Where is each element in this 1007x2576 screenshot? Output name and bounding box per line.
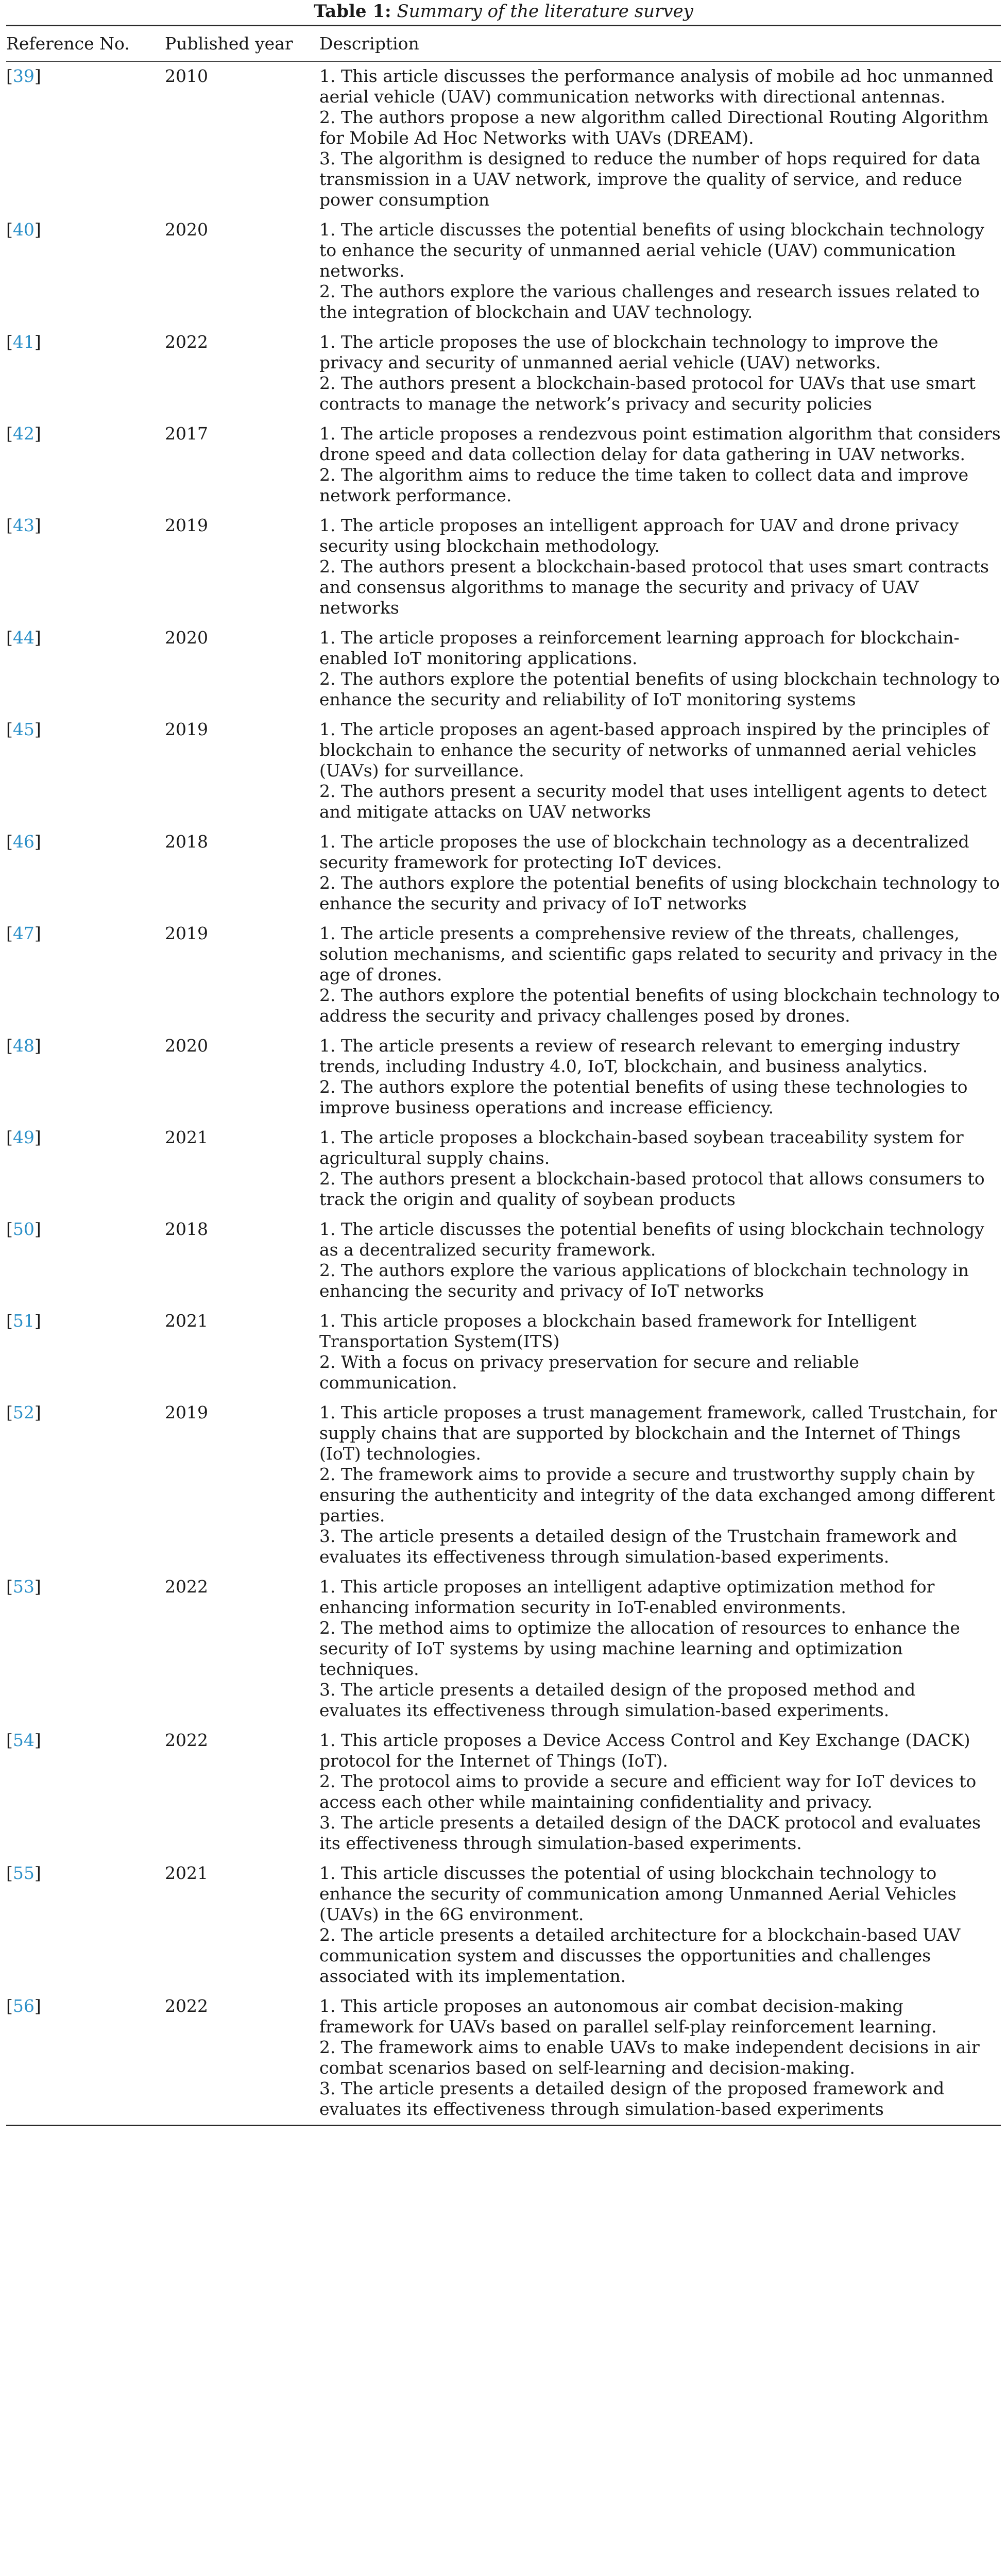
description-point: 2. The authors explore the various applications of blockchain technology in enhancing the security and privacy of IoT networks [319, 1260, 969, 1301]
description-cell [319, 511, 1001, 623]
description-point: 2. The authors explore the various challenges and research issues related to the integration of blockchain and UAV technology. [319, 281, 980, 322]
reference-link[interactable]: 56 [12, 1996, 35, 2016]
published-year-cell: 2019 [165, 923, 208, 943]
description-cell [319, 1992, 1001, 2125]
table-row [6, 1123, 1001, 1215]
description-point: 1. The article proposes a blockchain-based soybean traceability system for agricultural supply chains. [319, 1127, 964, 1168]
table-body [6, 62, 1001, 2125]
published-year-cell: 2020 [165, 1036, 208, 1056]
published-year-cell: 2018 [165, 1219, 208, 1239]
published-year-cell: 2019 [165, 515, 208, 535]
description-point: 2. The authors explore the potential benefits of using blockchain technology to address the security and privacy challenges posed by drones. [319, 985, 1000, 1026]
reference-link[interactable]: 40 [12, 219, 35, 240]
reference-cell: [45] [6, 719, 41, 739]
table-caption-label: Table 1: [314, 1, 391, 22]
description-cell [319, 1123, 1001, 1215]
description-cell [319, 419, 1001, 511]
description-point: 2. The authors explore the potential benefits of using blockchain technology to enhance the security and privacy of IoT networks [319, 873, 1000, 913]
published-year-cell: 2019 [165, 719, 208, 739]
published-year-cell: 2010 [165, 66, 208, 86]
description-cell [319, 827, 1001, 919]
description-point: 3. The article presents a detailed design of the proposed framework and evaluates its effectiveness through simulation-based experiments [319, 2078, 945, 2119]
description-point: 2. The article presents a detailed architecture for a blockchain-based UAV communication system and discusses the opportunities and challenges associated with its implementation. [319, 1925, 961, 1986]
table-bottom-rule [6, 2125, 1001, 2126]
description-cell [319, 1726, 1001, 1859]
reference-cell: [56] [6, 1996, 41, 2016]
description-point: 1. This article proposes a blockchain based framework for Intelligent Transportation System(ITS) [319, 1311, 917, 1351]
published-year-cell: 2022 [165, 1996, 208, 2016]
description-point: 2. The authors present a blockchain-based protocol that uses smart contracts and consensus algorithms to manage the security and privacy of UAV networks [319, 556, 989, 618]
table-row [6, 1572, 1001, 1726]
reference-cell: [48] [6, 1036, 41, 1056]
table-row [6, 1726, 1001, 1859]
description-point: 1. The article proposes an intelligent approach for UAV and drone privacy security using blockchain methodology. [319, 515, 959, 556]
description-cell [319, 328, 1001, 419]
description-point: 2. The authors present a blockchain-based protocol for UAVs that use smart contracts to manage the network’s privacy and security policies [319, 373, 976, 414]
published-year-cell: 2017 [165, 423, 208, 444]
description-point: 2. The method aims to optimize the allocation of resources to enhance the security of IoT systems by using machine learning and optimization techniques. [319, 1618, 960, 1679]
table-row [6, 1859, 1001, 1992]
description-cell [319, 62, 1001, 215]
description-cell [319, 1398, 1001, 1572]
reference-link[interactable]: 47 [12, 923, 35, 943]
description-cell [319, 1031, 1001, 1123]
reference-link[interactable]: 45 [12, 719, 35, 739]
description-point: 1. The article proposes a rendezvous point estimation algorithm that considers drone speed and data collection delay for data gathering in UAV networks. [319, 423, 1001, 464]
published-year-cell: 2021 [165, 1863, 208, 1883]
table-row [6, 1031, 1001, 1123]
table-caption-title: Summary of the literature survey [397, 1, 693, 22]
description-cell [319, 919, 1001, 1031]
published-year-cell: 2020 [165, 628, 208, 648]
description-point: 1. This article discusses the potential of using blockchain technology to enhance the security of communication among Unmanned Aerial Vehicles (UAVs) in the 6G environment. [319, 1863, 957, 1924]
reference-link[interactable]: 52 [12, 1402, 35, 1422]
published-year-cell: 2022 [165, 332, 208, 352]
reference-link[interactable]: 41 [12, 332, 35, 352]
reference-link[interactable]: 43 [12, 515, 35, 535]
published-year-cell: 2020 [165, 219, 208, 240]
reference-link[interactable]: 44 [12, 628, 35, 648]
reference-cell: [53] [6, 1577, 41, 1597]
reference-link[interactable]: 50 [12, 1219, 35, 1239]
description-point: 2. The authors present a blockchain-based protocol that allows consumers to track the origin and quality of soybean products [319, 1168, 985, 1209]
published-year-cell: 2019 [165, 1402, 208, 1422]
table-row [6, 511, 1001, 623]
reference-cell: [46] [6, 832, 41, 852]
description-point: 2. The authors present a security model that uses intelligent agents to detect and mitigate attacks on UAV networks [319, 781, 987, 822]
description-point: 1. The article discusses the potential benefits of using blockchain technology to enhance the security of unmanned aerial vehicle (UAV) communication networks. [319, 219, 984, 281]
reference-cell: [40] [6, 219, 41, 240]
published-year-cell: 2022 [165, 1577, 208, 1597]
table-row [6, 623, 1001, 715]
description-point: 1. This article proposes a trust management framework, called Trustchain, for supply chains that are supported by blockchain and the Internet of Things (IoT) technologies. [319, 1402, 997, 1464]
published-year-cell: 2021 [165, 1127, 208, 1147]
description-point: 1. The article proposes a reinforcement learning approach for blockchain-enabled IoT monitoring applications. [319, 628, 960, 668]
reference-cell: [44] [6, 628, 41, 648]
description-point: 1. This article proposes a Device Access Control and Key Exchange (DACK) protocol for the Internet of Things (IoT). [319, 1730, 970, 1771]
description-point: 1. The article presents a review of research relevant to emerging industry trends, including Industry 4.0, IoT, blockchain, and business analytics. [319, 1036, 960, 1076]
description-point: 1. This article proposes an autonomous air combat decision-making framework for UAVs based on parallel self-play reinforcement learning. [319, 1996, 937, 2037]
literature-survey-table [6, 26, 1001, 2125]
description-point: 3. The article presents a detailed design of the DACK protocol and evaluates its effectiveness through simulation-based experiments. [319, 1812, 981, 1853]
reference-link[interactable]: 51 [12, 1311, 35, 1331]
description-point: 3. The algorithm is designed to reduce the number of hops required for data transmission in a UAV network, improve the quality of service, and reduce power consumption [319, 148, 981, 210]
table-caption [6, 0, 1001, 24]
description-point: 2. The framework aims to enable UAVs to make independent decisions in air combat scenarios based on self-learning and decision-making. [319, 2037, 980, 2078]
description-point: 2. With a focus on privacy preservation for secure and reliable communication. [319, 1352, 859, 1393]
description-point: 1. The article discusses the potential benefits of using blockchain technology as a decentralized security framework. [319, 1219, 984, 1260]
description-point: 2. The authors explore the potential benefits of using blockchain technology to enhance the security and reliability of IoT monitoring systems [319, 669, 1000, 709]
description-point: 1. This article discusses the performance analysis of mobile ad hoc unmanned aerial vehicle (UAV) communication networks with directional antennas. [319, 66, 994, 107]
description-point: 1. The article presents a comprehensive review of the threats, challenges, solution mechanisms, and scientific gaps related to security and privacy in the age of drones. [319, 923, 998, 985]
description-point: 2. The protocol aims to provide a secure and efficient way for IoT devices to access each other while maintaining confidentiality and privacy. [319, 1771, 977, 1812]
table-row [6, 1398, 1001, 1572]
table-row [6, 419, 1001, 511]
reference-cell: [41] [6, 332, 41, 352]
table-row [6, 328, 1001, 419]
description-cell [319, 1572, 1001, 1726]
reference-cell: [55] [6, 1863, 41, 1883]
reference-cell: [47] [6, 923, 41, 943]
description-point: 2. The framework aims to provide a secure and trustworthy supply chain by ensuring the authenticity and integrity of the data exchanged among different parties. [319, 1464, 995, 1526]
description-point: 1. The article proposes the use of blockchain technology as a decentralized security framework for protecting IoT devices. [319, 832, 969, 872]
reference-cell: [51] [6, 1311, 41, 1331]
description-point: 3. The article presents a detailed design of the Trustchain framework and evaluates its effectiveness through simulation-based experiments. [319, 1526, 958, 1567]
reference-cell: [52] [6, 1402, 41, 1422]
description-cell [319, 215, 1001, 328]
column-header-description: Description [319, 33, 419, 54]
reference-cell: [43] [6, 515, 41, 535]
reference-cell: [42] [6, 423, 41, 444]
description-cell [319, 1859, 1001, 1992]
published-year-cell: 2018 [165, 832, 208, 852]
table-row [6, 215, 1001, 328]
reference-link[interactable]: 46 [12, 832, 35, 852]
column-header-reference: Reference No. [6, 33, 130, 54]
published-year-cell: 2021 [165, 1311, 208, 1331]
table-row [6, 1307, 1001, 1398]
description-cell [319, 1307, 1001, 1398]
table-row [6, 1992, 1001, 2125]
description-point: 1. The article proposes an agent-based approach inspired by the principles of blockchain to enhance the security of networks of unmanned aerial vehicles (UAVs) for surveillance. [319, 719, 989, 781]
description-cell [319, 715, 1001, 827]
reference-cell: [50] [6, 1219, 41, 1239]
reference-link[interactable]: 55 [12, 1863, 35, 1883]
description-point: 2. The algorithm aims to reduce the time taken to collect data and improve network performance. [319, 465, 969, 505]
description-point: 1. The article proposes the use of blockchain technology to improve the privacy and security of unmanned aerial vehicle (UAV) networks. [319, 332, 938, 372]
published-year-cell: 2022 [165, 1730, 208, 1750]
reference-link[interactable]: 49 [12, 1127, 35, 1147]
description-point: 1. This article proposes an intelligent adaptive optimization method for enhancing information security in IoT-enabled environments. [319, 1577, 935, 1617]
table-row [6, 1215, 1001, 1307]
column-header-year: Published year [165, 33, 293, 54]
description-cell [319, 623, 1001, 715]
reference-link[interactable]: 54 [12, 1730, 35, 1750]
reference-link[interactable]: 53 [12, 1577, 35, 1597]
description-point: 3. The article presents a detailed design of the proposed method and evaluates its effectiveness through simulation-based experiments. [319, 1680, 916, 1720]
description-point: 2. The authors explore the potential benefits of using these technologies to improve business operations and increase efficiency. [319, 1077, 968, 1117]
table-row [6, 827, 1001, 919]
reference-link[interactable]: 48 [12, 1036, 35, 1056]
reference-cell: [39] [6, 66, 41, 86]
table-row [6, 62, 1001, 215]
description-cell [319, 1215, 1001, 1307]
table-header-row [6, 26, 1001, 61]
reference-link[interactable]: 42 [12, 423, 35, 444]
table-row [6, 919, 1001, 1031]
reference-cell: [49] [6, 1127, 41, 1147]
description-point: 2. The authors propose a new algorithm called Directional Routing Algorithm for Mobile Ad Hoc Networks with UAVs (DREAM). [319, 107, 989, 148]
table-row [6, 715, 1001, 827]
reference-cell: [54] [6, 1730, 41, 1750]
reference-link[interactable]: 39 [12, 66, 35, 86]
